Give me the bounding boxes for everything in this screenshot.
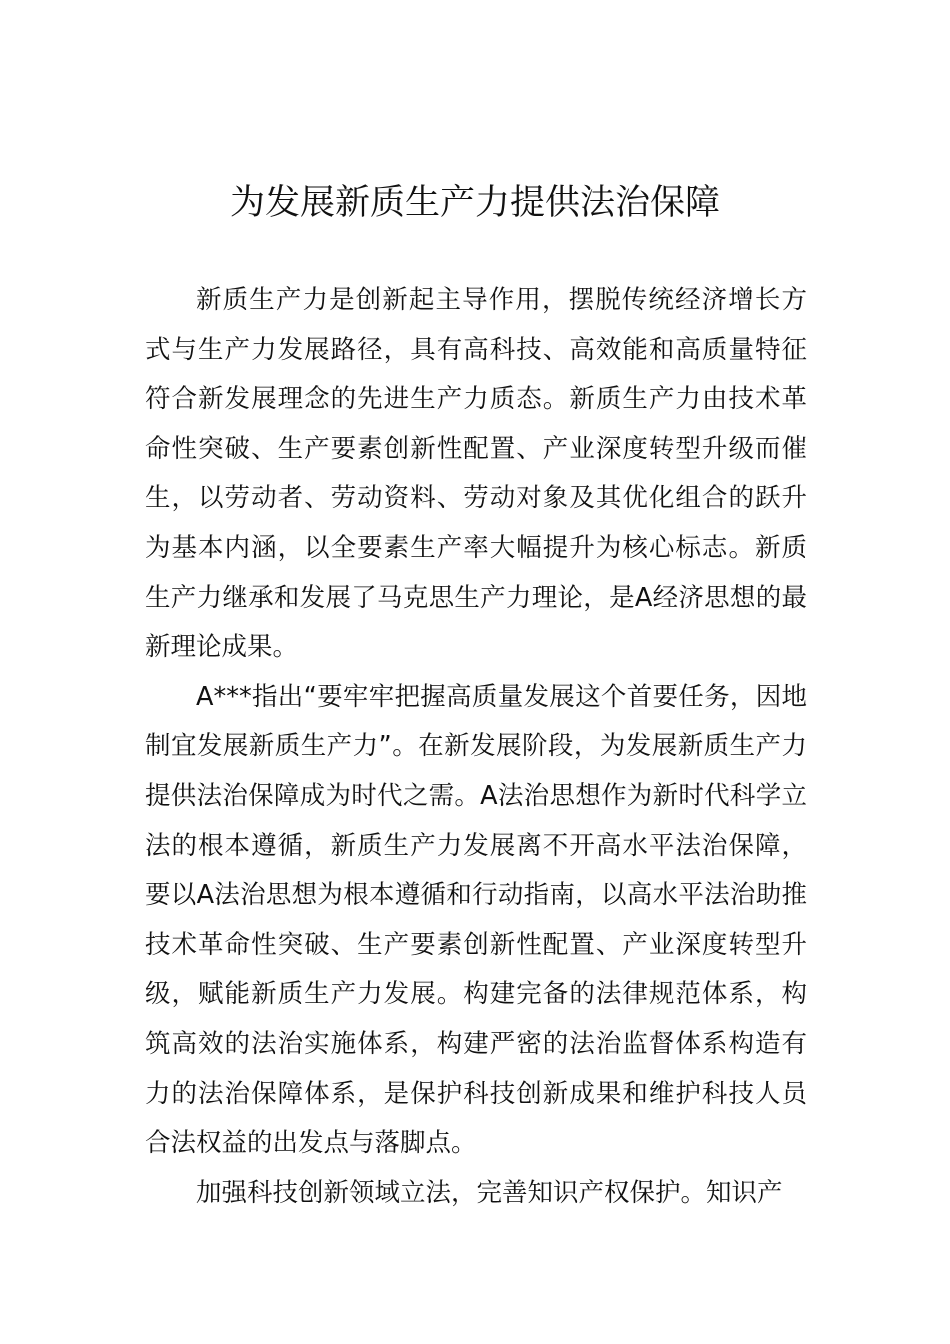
document-body	[145, 276, 807, 1218]
document-title: 为发展新质生产力提供法治保障	[229, 183, 720, 223]
paragraph-3: 加强科技创新领域立法，完善知识产权保护。知识产	[196, 1177, 783, 1208]
paragraph-1: 新质生产力是创新起主导作用，摆脱传统经济增长方式与生产力发展路径，具有高科技、高效能和高质量特征符合新发展理念的先进生产力质态。新质生产力由技术革命性突破、生产要素创新性配置、产业深度转型升级而催生，以劳动者、劳动资料、劳动对象及其优化组合的跃升为基本内涵，以全要素生产率大幅提升为核心标志。新质生产力继承和发展了马克思生产力理论，是A经济思想的最新理论成果。	[145, 285, 807, 663]
paragraph-2: A***指出“要牢牢把握高质量发展这个首要任务，因地制宜发展新质生产力”。在新发展阶段，为发展新质生产力提供法治保障成为时代之需。A法治思想作为新时代科学立法的根本遵循，新质生产力发展离不开高水平法治保障，要以A法治思想为根本遵循和行动指南，以高水平法治助推技术革命性突破、生产要素创新性配置、产业深度转型升级，赋能新质生产力发展。构建完备的法律规范体系，构筑高效的法治实施体系，构建严密的法治监督体系构造有力的法治保障体系，是保护科技创新成果和维护科技人员合法权益的出发点与落脚点。	[145, 681, 807, 1159]
